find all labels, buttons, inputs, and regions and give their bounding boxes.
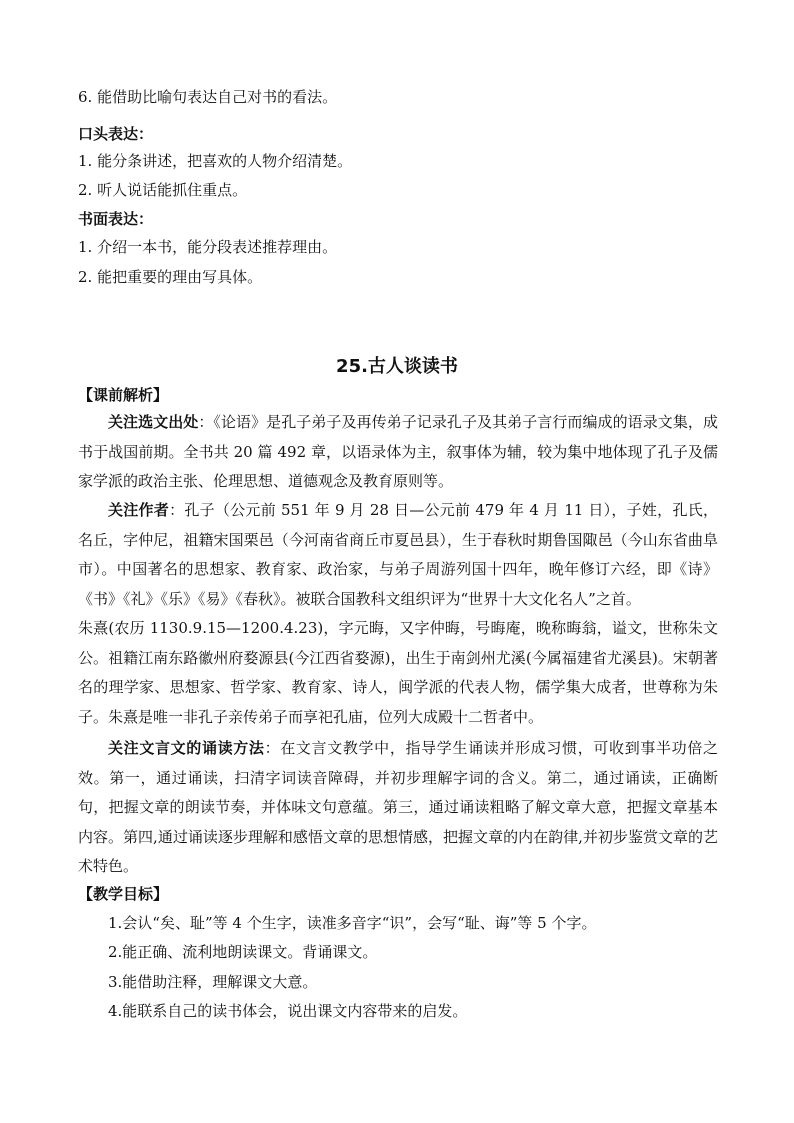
method-paragraph	[78, 734, 718, 882]
zhuxi-paragraph: 朱熹(农历 1130.9.15—1200.4.23)，字元晦，又字仲晦，号晦庵，晚称晦翁，谥文，世称朱文公。祖籍江南东路徽州府婺源县(今江西省婺源)，出生于南剑州尤溪(今属福建省尤溪县)。宋朝著名的理学家、思想家、哲学家、教育家、诗人，闽学派的代表人物，儒学集大成者，世尊称为朱子。朱熹是唯一非孔子亲传弟子而享祀孔庙，位列大成殿十二哲者中。	[78, 619, 718, 726]
source-label: 关注选文出处	[108, 413, 199, 431]
written-heading: 书面表达：	[78, 210, 154, 228]
objective-1: 1.会认“矣、耻”等 4 个生字，读准多音字“识”，会写“耻、诲”等 5 个字。	[108, 914, 597, 932]
author-text: ：孔子（公元前 551 年 9 月 28 日—公元前 479 年 4 月 11 日），子姓，孔氏，名丘，字仲尼，祖籍宋国栗邑（今河南省商丘市夏邑县），生于春秋时期鲁国陬邑（今山东省曲阜市）。中国著名的思想家、教育家、政治家，与弟子周游列国十四年，晚年修订六经，即《诗》《书》《礼》《乐》《易》《春秋》。被联合国教科文组织评为“世界十大文化名人”之首。	[78, 501, 718, 608]
objective-3: 3.能借助注释，理解课文大意。	[108, 973, 318, 991]
method-text: ：在文言文教学中，指导学生诵读并形成习惯，可收到事半功倍之效。第一，通过诵读，扫清字词读音障碍，并初步理解字词的含义。第二，通过诵读，正确断句，把握文章的朗读节奏，并体味文句意蕴。第三，通过诵读粗略了解文章大意，把握文章基本内容。第四,通过诵读逐步理解和感悟文章的思想情感，把握文章的内在韵律,并初步鉴赏文章的艺术特色。	[78, 739, 718, 875]
objective-2: 2.能正确、流利地朗读课文。背诵课文。	[108, 943, 378, 961]
source-text: ：《论语》是孔子弟子及再传弟子记录孔子及其弟子言行而编成的语录文集，成书于战国前期。全书共 20 篇 492 章，以语录体为主，叙事体为辅，较为集中地体现了孔子及儒家学派的政治主张、伦理思想、道德观念及教育原则等。	[78, 413, 718, 490]
source-paragraph	[78, 408, 718, 497]
analysis-heading: 【课前解析】	[78, 386, 169, 404]
item-6-text: 6. 能借助比喻句表达自己对书的看法。	[78, 88, 338, 106]
author-label: 关注作者	[108, 501, 170, 519]
oral-item-2: 2. 听人说话能抓住重点。	[78, 181, 248, 199]
written-item-1: 1. 介绍一本书，能分段表述推荐理由。	[78, 238, 338, 256]
method-label: 关注文言文的诵读方法	[108, 739, 265, 757]
written-item-2: 2. 能把重要的理由写具体。	[78, 268, 263, 286]
objectives-heading: 【教学目标】	[78, 885, 169, 903]
author-paragraph	[78, 496, 718, 614]
oral-heading: 口头表达：	[78, 125, 154, 143]
oral-item-1: 1. 能分条讲述，把喜欢的人物介绍清楚。	[78, 152, 353, 170]
objective-4: 4.能联系自己的读书体会，说出课文内容带来的启发。	[108, 1002, 468, 1020]
lesson-title: 25.古人谈读书	[336, 356, 458, 377]
